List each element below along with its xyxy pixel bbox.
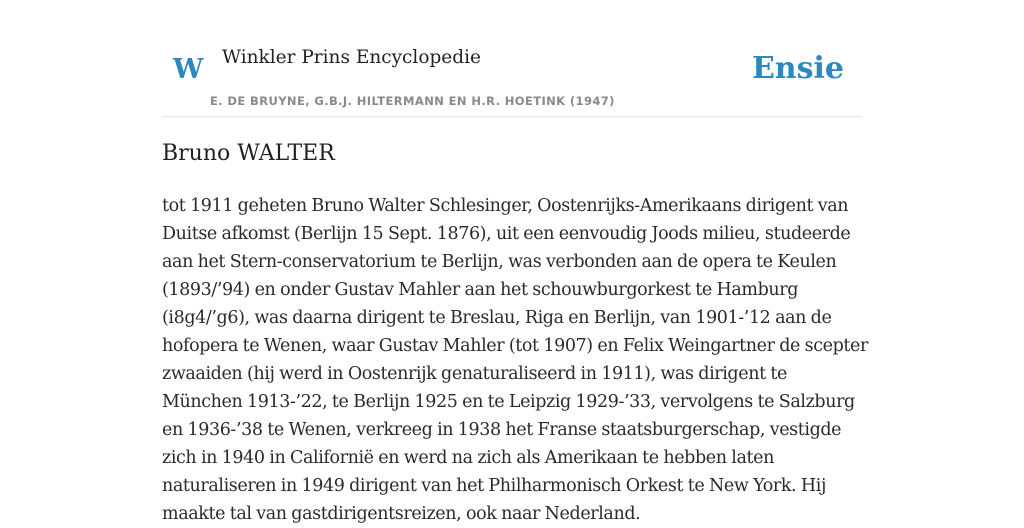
article-line: tot 1911 geheten Bruno Walter Schlesinger, Oostenrijks-Amerikaans dirigent van — [162, 196, 849, 216]
article-line: aan het Stern-conservatorium te Berlijn, was verbonden aan de opera te Keulen — [162, 252, 837, 272]
article-line: maakte tal van gastdirigentsreizen, ook naar Nederland. — [162, 504, 641, 524]
source-logo[interactable]: W — [173, 54, 204, 85]
article-body — [162, 192, 870, 528]
article-line: en 1936-’38 te Wenen, verkreeg in 1938 het Franse staatsburgerschap, vestigde — [162, 420, 842, 440]
article-line: zich in 1940 in Californië en werd na zich als Amerikaan te hebben laten — [162, 448, 774, 468]
article-line: zwaaiden (hij werd in Oostenrijk genaturaliseerd in 1911), was dirigent te — [162, 364, 787, 384]
article-line: (i8g4/’g6), was daarna dirigent te Breslau, Riga en Berlijn, van 1901-’12 aan de — [162, 308, 832, 328]
article-title: Bruno WALTER — [162, 141, 335, 166]
source-title[interactable]: Winkler Prins Encyclopedie — [222, 47, 481, 68]
article-line: München 1913-’22, te Berlijn 1925 en te Leipzig 1929-’33, vervolgens te Salzburg — [162, 392, 855, 412]
article-line: Duitse afkomst (Berlijn 15 Sept. 1876), uit een eenvoudig Joods milieu, studeerde — [162, 224, 851, 244]
article-line: (1893/’94) en onder Gustav Mahler aan het schouwburgorkest te Hamburg — [162, 280, 799, 300]
brand-logo-link[interactable]: Ensie — [751, 51, 844, 86]
source-authors: E. DE BRUYNE, G.B.J. HILTERMANN EN H.R. HOETINK (1947) — [210, 94, 615, 108]
article-line: naturaliseren in 1949 dirigent van het Philharmonisch Orkest te New York. Hij — [162, 476, 826, 496]
header — [162, 0, 862, 117]
article-line: hofopera te Wenen, waar Gustav Mahler (tot 1907) en Felix Weingartner de scepter — [162, 336, 868, 356]
